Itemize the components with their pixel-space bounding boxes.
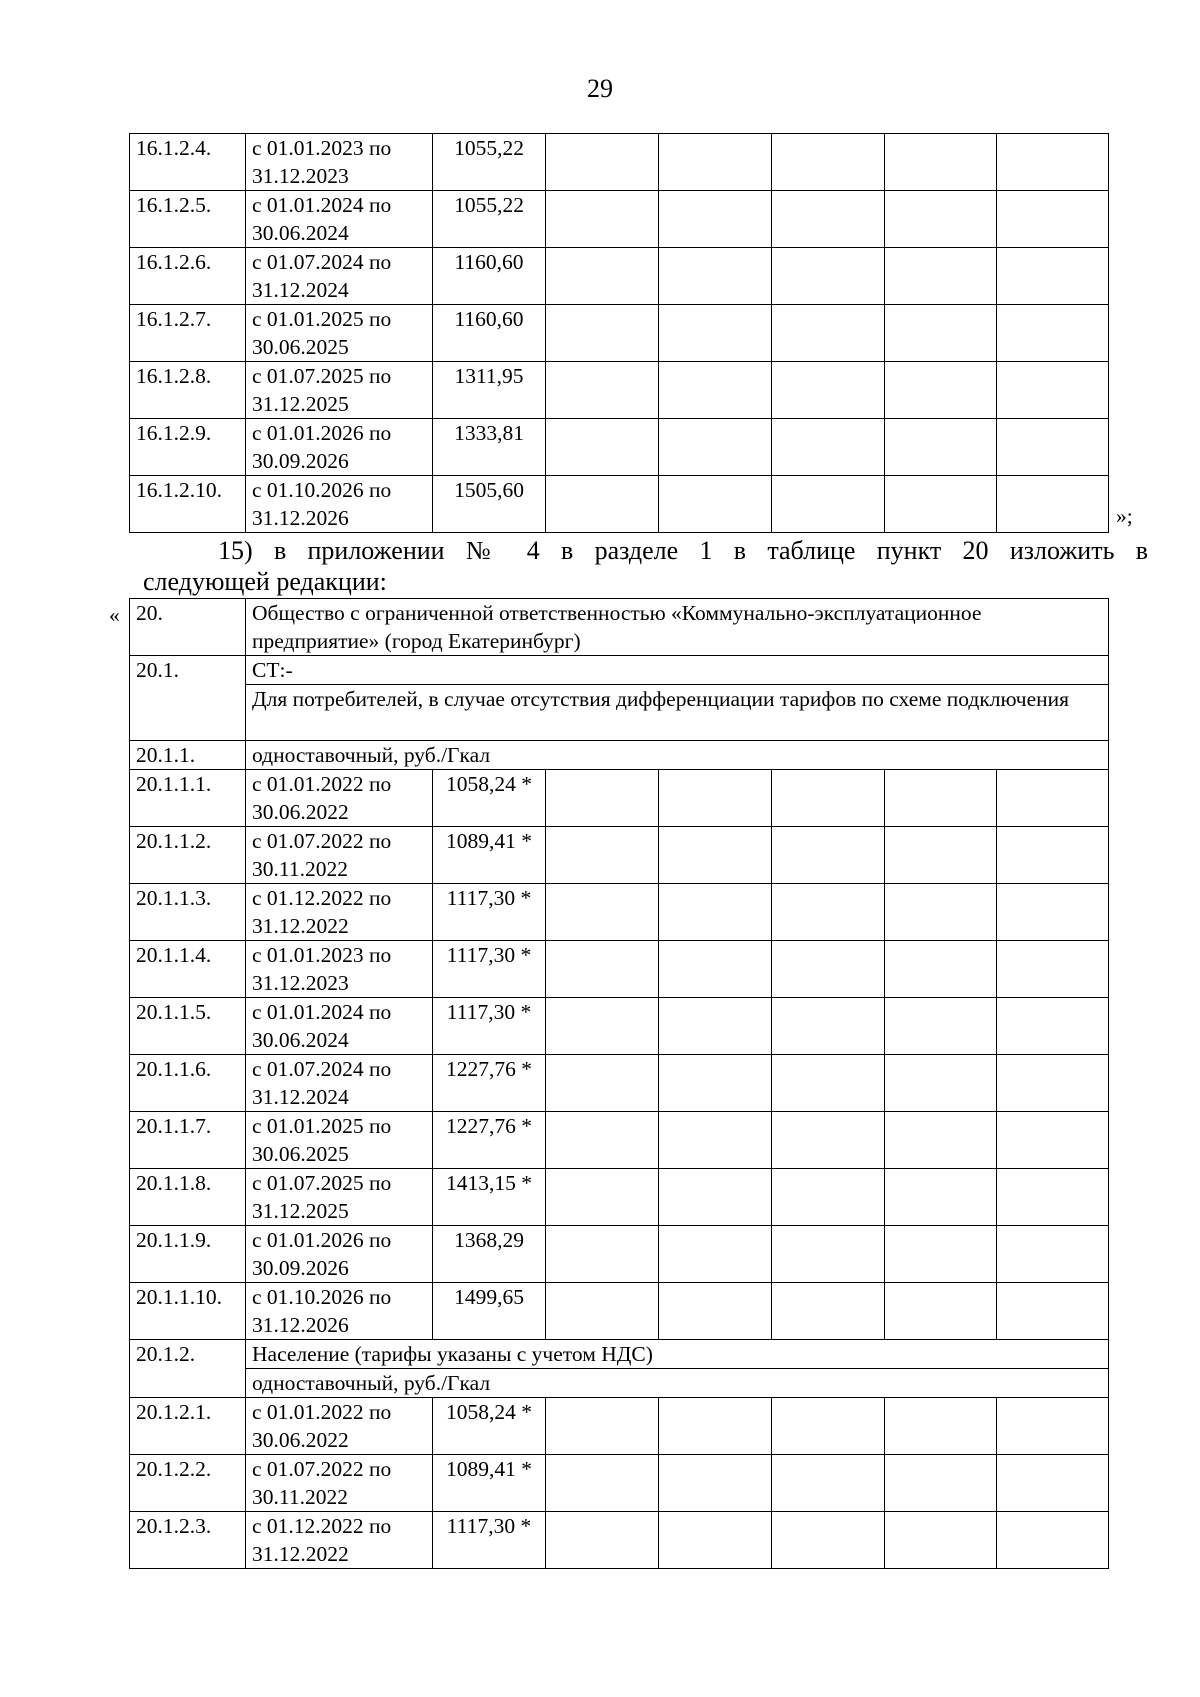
empty-cell: [885, 1512, 997, 1569]
group1-number: 20.1.1.: [130, 741, 246, 770]
row-period: с 01.07.2024 по 31.12.2024: [246, 1055, 433, 1112]
group2-label: Население (тарифы указаны с учетом НДС): [246, 1340, 1109, 1369]
row-number: 16.1.2.5.: [130, 191, 246, 248]
page-number: 29: [587, 74, 613, 103]
table-row: [130, 191, 1109, 248]
tariff-table-continuation: [129, 133, 1109, 533]
empty-cell: [997, 1169, 1109, 1226]
ct-label: СТ:-: [246, 656, 1109, 685]
empty-cell: [997, 305, 1109, 362]
row-period: с 01.01.2025 по 30.06.2025: [246, 1112, 433, 1169]
empty-cell: [772, 362, 885, 419]
row-period: с 01.01.2022 по 30.06.2022: [246, 1398, 433, 1455]
empty-cell: [546, 1112, 659, 1169]
table-row: [130, 1055, 1109, 1112]
row-value: 1333,81: [433, 419, 546, 476]
empty-cell: [546, 305, 659, 362]
row-value: 1160,60: [433, 305, 546, 362]
empty-cell: [772, 1512, 885, 1569]
empty-cell: [659, 1512, 772, 1569]
row-value: 1117,30 *: [433, 884, 546, 941]
empty-cell: [546, 419, 659, 476]
row-period: с 01.01.2025 по 30.06.2025: [246, 305, 433, 362]
empty-cell: [659, 1169, 772, 1226]
empty-cell: [659, 1283, 772, 1340]
empty-cell: [997, 419, 1109, 476]
empty-cell: [546, 362, 659, 419]
row-value: 1055,22: [433, 191, 546, 248]
empty-cell: [772, 770, 885, 827]
empty-cell: [772, 1226, 885, 1283]
empty-cell: [659, 248, 772, 305]
table-row: [130, 134, 1109, 191]
empty-cell: [997, 248, 1109, 305]
empty-cell: [546, 827, 659, 884]
row-value: 1368,29: [433, 1226, 546, 1283]
empty-cell: [772, 1398, 885, 1455]
group2-row: [130, 1340, 1109, 1369]
row-period: с 01.10.2026 по 31.12.2026: [246, 476, 433, 533]
row-period: с 01.01.2026 по 30.09.2026: [246, 1226, 433, 1283]
empty-cell: [885, 476, 997, 533]
empty-cell: [659, 362, 772, 419]
empty-cell: [885, 1055, 997, 1112]
empty-cell: [772, 476, 885, 533]
row-value: 1413,15 *: [433, 1169, 546, 1226]
table-row: [130, 419, 1109, 476]
row-value: 1227,76 *: [433, 1112, 546, 1169]
empty-cell: [997, 134, 1109, 191]
closing-quote-mark: »;: [1116, 504, 1133, 528]
empty-cell: [546, 248, 659, 305]
group2-sublabel: одноставочный, руб./Гкал: [246, 1369, 1109, 1398]
table-row: [130, 941, 1109, 998]
empty-cell: [659, 941, 772, 998]
empty-cell: [997, 998, 1109, 1055]
row-period: с 01.01.2023 по 31.12.2023: [246, 941, 433, 998]
row-period: с 01.01.2022 по 30.06.2022: [246, 770, 433, 827]
empty-cell: [885, 248, 997, 305]
table-row: [130, 1455, 1109, 1512]
row-number: 20.1.1.1.: [130, 770, 246, 827]
empty-cell: [659, 1226, 772, 1283]
row-number: 16.1.2.4.: [130, 134, 246, 191]
empty-cell: [885, 362, 997, 419]
empty-cell: [772, 941, 885, 998]
empty-cell: [546, 998, 659, 1055]
empty-cell: [659, 305, 772, 362]
row-value: 1117,30 *: [433, 941, 546, 998]
row-number: 20.1.1.3.: [130, 884, 246, 941]
empty-cell: [546, 191, 659, 248]
empty-cell: [659, 419, 772, 476]
table-row: [130, 1398, 1109, 1455]
group2-subrow: [130, 1369, 1109, 1398]
table-row: [130, 362, 1109, 419]
empty-cell: [997, 362, 1109, 419]
empty-cell: [885, 1226, 997, 1283]
table-row: [130, 998, 1109, 1055]
table-row: [130, 1169, 1109, 1226]
row-period: с 01.07.2025 по 31.12.2025: [246, 1169, 433, 1226]
row-value: 1055,22: [433, 134, 546, 191]
empty-cell: [546, 1398, 659, 1455]
row-period: с 01.07.2022 по 30.11.2022: [246, 827, 433, 884]
empty-cell: [997, 1512, 1109, 1569]
empty-cell: [546, 884, 659, 941]
row-period: с 01.12.2022 по 31.12.2022: [246, 884, 433, 941]
row-value: 1505,60: [433, 476, 546, 533]
row-number: 20.1.1.7.: [130, 1112, 246, 1169]
row-number: 20.1.1.4.: [130, 941, 246, 998]
empty-cell: [997, 770, 1109, 827]
empty-cell: [772, 1112, 885, 1169]
group1-label: одноставочный, руб./Гкал: [246, 741, 1109, 770]
empty-cell: [659, 191, 772, 248]
table-row: [130, 770, 1109, 827]
empty-cell: [997, 884, 1109, 941]
empty-cell: [772, 827, 885, 884]
empty-cell: [772, 419, 885, 476]
ct-row: [130, 656, 1109, 685]
paragraph-line-2: следующей редакции:: [143, 567, 387, 596]
table-row: [130, 1112, 1109, 1169]
empty-cell: [997, 941, 1109, 998]
row-period: с 01.10.2026 по 31.12.2026: [246, 1283, 433, 1340]
empty-cell: [772, 1455, 885, 1512]
row-number: 16.1.2.7.: [130, 305, 246, 362]
empty-cell: [546, 1055, 659, 1112]
row-period: с 01.07.2022 по 30.11.2022: [246, 1455, 433, 1512]
tariff-table-item-20: [129, 598, 1109, 1569]
empty-cell: [885, 770, 997, 827]
empty-cell: [997, 476, 1109, 533]
empty-cell: [772, 998, 885, 1055]
row-number: 20.1.1.5.: [130, 998, 246, 1055]
empty-cell: [885, 1455, 997, 1512]
row-value: 1117,30 *: [433, 998, 546, 1055]
row-period: с 01.07.2024 по 31.12.2024: [246, 248, 433, 305]
ct-number: 20.1.: [130, 656, 246, 741]
empty-cell: [772, 248, 885, 305]
row-value: 1160,60: [433, 248, 546, 305]
empty-cell: [546, 1283, 659, 1340]
ct-description: Для потребителей, в случае отсутствия дифференциации тарифов по схеме подключения: [246, 685, 1109, 741]
row-value: 1089,41 *: [433, 1455, 546, 1512]
row-value: 1227,76 *: [433, 1055, 546, 1112]
empty-cell: [997, 827, 1109, 884]
row-period: с 01.01.2024 по 30.06.2024: [246, 191, 433, 248]
empty-cell: [997, 1055, 1109, 1112]
org-name: Общество с ограниченной ответственностью «Коммунально-эксплуатационное предприятие» (город Екатеринбург): [246, 599, 1109, 656]
empty-cell: [659, 1398, 772, 1455]
empty-cell: [997, 1226, 1109, 1283]
empty-cell: [885, 305, 997, 362]
table-row: [130, 476, 1109, 533]
group1-row: [130, 741, 1109, 770]
org-row: [130, 599, 1109, 656]
empty-cell: [772, 134, 885, 191]
amendment-paragraph: [143, 535, 1148, 597]
empty-cell: [885, 998, 997, 1055]
row-number: 20.1.2.3.: [130, 1512, 246, 1569]
empty-cell: [885, 1283, 997, 1340]
empty-cell: [659, 476, 772, 533]
row-value: 1058,24 *: [433, 1398, 546, 1455]
empty-cell: [659, 998, 772, 1055]
empty-cell: [885, 827, 997, 884]
empty-cell: [659, 770, 772, 827]
empty-cell: [546, 476, 659, 533]
row-number: 20.1.1.9.: [130, 1226, 246, 1283]
row-value: 1311,95: [433, 362, 546, 419]
empty-cell: [772, 1283, 885, 1340]
empty-cell: [772, 191, 885, 248]
row-value: 1117,30 *: [433, 1512, 546, 1569]
row-number: 16.1.2.10.: [130, 476, 246, 533]
row-number: 16.1.2.9.: [130, 419, 246, 476]
empty-cell: [546, 134, 659, 191]
empty-cell: [885, 1398, 997, 1455]
empty-cell: [772, 305, 885, 362]
empty-cell: [659, 884, 772, 941]
opening-quote-mark: «: [109, 603, 120, 627]
empty-cell: [997, 1112, 1109, 1169]
empty-cell: [546, 1169, 659, 1226]
row-period: с 01.12.2022 по 31.12.2022: [246, 1512, 433, 1569]
group2-number: 20.1.2.: [130, 1340, 246, 1398]
empty-cell: [772, 1055, 885, 1112]
row-number: 20.1.2.1.: [130, 1398, 246, 1455]
paragraph-line-1: 15) в приложении № 4 в разделе 1 в таблице пункт 20 изложить в: [218, 536, 1148, 565]
table-row: [130, 884, 1109, 941]
row-number: 20.1.1.2.: [130, 827, 246, 884]
empty-cell: [885, 1112, 997, 1169]
table-row: [130, 827, 1109, 884]
row-period: с 01.01.2024 по 30.06.2024: [246, 998, 433, 1055]
empty-cell: [997, 1398, 1109, 1455]
empty-cell: [772, 1169, 885, 1226]
table-row: [130, 305, 1109, 362]
empty-cell: [997, 1455, 1109, 1512]
row-period: с 01.01.2026 по 30.09.2026: [246, 419, 433, 476]
org-number: 20.: [130, 599, 246, 656]
empty-cell: [659, 1455, 772, 1512]
empty-cell: [659, 1055, 772, 1112]
empty-cell: [546, 1512, 659, 1569]
row-number: 20.1.1.10.: [130, 1283, 246, 1340]
row-value: 1089,41 *: [433, 827, 546, 884]
empty-cell: [885, 134, 997, 191]
row-value: 1058,24 *: [433, 770, 546, 827]
empty-cell: [659, 1112, 772, 1169]
empty-cell: [885, 191, 997, 248]
empty-cell: [546, 770, 659, 827]
row-number: 20.1.1.6.: [130, 1055, 246, 1112]
row-number: 20.1.1.8.: [130, 1169, 246, 1226]
empty-cell: [885, 884, 997, 941]
row-period: с 01.01.2023 по 31.12.2023: [246, 134, 433, 191]
empty-cell: [885, 419, 997, 476]
row-number: 20.1.2.2.: [130, 1455, 246, 1512]
empty-cell: [997, 191, 1109, 248]
empty-cell: [885, 941, 997, 998]
row-number: 16.1.2.6.: [130, 248, 246, 305]
table-row: [130, 1512, 1109, 1569]
row-period: с 01.07.2025 по 31.12.2025: [246, 362, 433, 419]
empty-cell: [885, 1169, 997, 1226]
table-row: [130, 248, 1109, 305]
empty-cell: [772, 884, 885, 941]
empty-cell: [997, 1283, 1109, 1340]
row-value: 1499,65: [433, 1283, 546, 1340]
row-number: 16.1.2.8.: [130, 362, 246, 419]
empty-cell: [659, 134, 772, 191]
table-row: [130, 1226, 1109, 1283]
empty-cell: [546, 941, 659, 998]
ct-desc-row: [130, 685, 1109, 741]
empty-cell: [659, 827, 772, 884]
empty-cell: [546, 1226, 659, 1283]
table-row: [130, 1283, 1109, 1340]
empty-cell: [546, 1455, 659, 1512]
